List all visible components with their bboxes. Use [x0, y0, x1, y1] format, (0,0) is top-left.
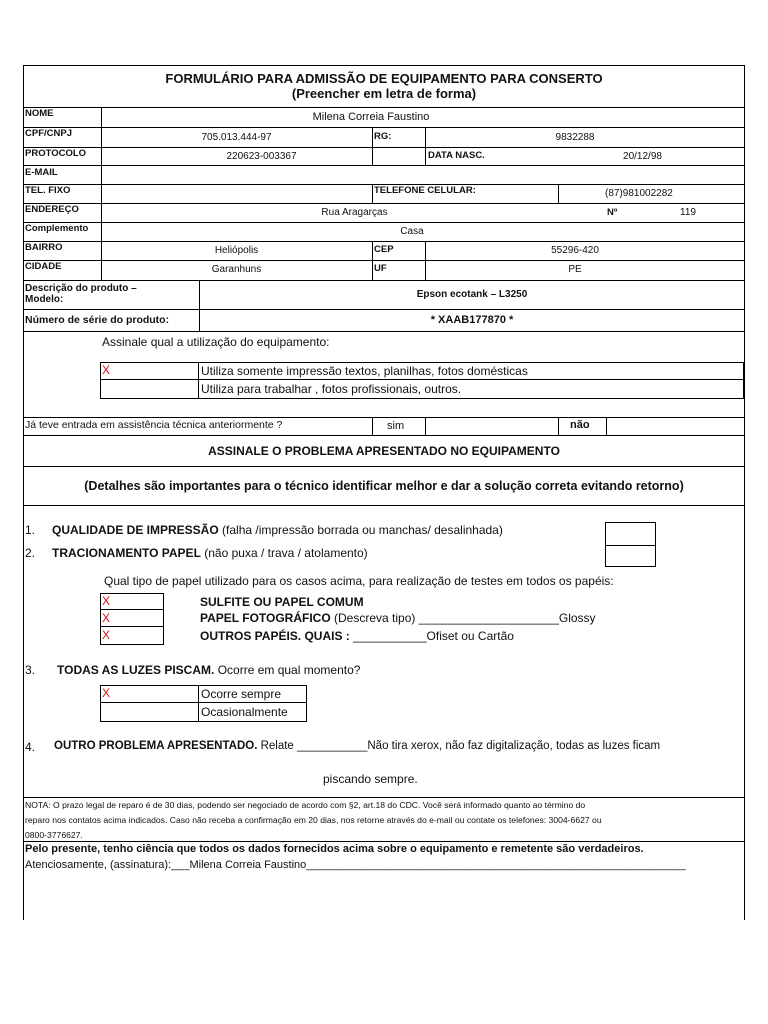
- assinatura-label: Atenciosamente, (assinatura):___: [25, 859, 190, 871]
- paper2-label: [200, 612, 596, 624]
- rg-label: RG:: [374, 131, 392, 142]
- assistencia-question: Já teve entrada em assistência técnica anteriormente ?: [25, 419, 283, 431]
- item2-number: 2.: [25, 546, 36, 560]
- cidade-label: CIDADE: [25, 261, 62, 272]
- cpf-field[interactable]: 705.013.444-97: [201, 132, 272, 143]
- sim-label: sim: [387, 420, 405, 432]
- assinatura-field[interactable]: Milena Correia Faustino: [189, 859, 307, 871]
- paper2-mark: X: [102, 611, 111, 625]
- cep-label: CEP: [374, 244, 394, 255]
- telfixo-field[interactable]: [102, 185, 370, 202]
- usage-option-1-label: Utiliza somente impressão textos, planilhas, fotos domésticas: [201, 364, 528, 378]
- telcel-label: TELEFONE CELULAR:: [374, 185, 476, 196]
- item4-text: [54, 741, 660, 753]
- luz2-checkbox[interactable]: [100, 702, 199, 722]
- item4-desc: Relate ___________Não tira xerox, não faz digitalização, todas as luzes ficam: [257, 740, 661, 752]
- item1-title: QUALIDADE DE IMPRESSÃO: [52, 523, 219, 537]
- item3-number: 3.: [25, 663, 36, 677]
- usage-mark-1: X: [102, 363, 111, 377]
- uf-field[interactable]: PE: [568, 264, 582, 275]
- numero-label: Nº: [607, 207, 618, 218]
- form-title: FORMULÁRIO PARA ADMISSÃO DE EQUIPAMENTO PARA CONSERTO: [165, 71, 603, 86]
- rg-field[interactable]: 9832288: [555, 132, 595, 143]
- assinatura-underline: ______________________________________________________________: [306, 859, 686, 871]
- item1-text: [52, 524, 503, 536]
- telcel-field[interactable]: (87)981002282: [605, 188, 673, 199]
- nota-line-3: 0800-3776627.: [25, 830, 83, 840]
- item1-number: 1.: [25, 523, 36, 537]
- datanasc-label: DATA NASC.: [428, 150, 485, 161]
- item2-checkbox[interactable]: [605, 545, 656, 567]
- item1-checkbox[interactable]: [605, 522, 656, 546]
- assinatura-line: [25, 860, 686, 871]
- usage-option-2-label: Utiliza para trabalhar , fotos profissionais, outros.: [201, 382, 462, 396]
- paper3-label: [200, 630, 514, 642]
- paper2-title: PAPEL FOTOGRÁFICO: [200, 611, 331, 625]
- email-label: E-MAIL: [25, 167, 58, 178]
- item3-title: TODAS AS LUZES PISCAM.: [57, 663, 215, 677]
- frame-right: [744, 65, 745, 920]
- problema-heading: ASSINALE O PROBLEMA APRESENTADO NO EQUIPAMENTO: [208, 444, 560, 458]
- luz2-label: Ocasionalmente: [201, 705, 288, 719]
- item4-title: OUTRO PROBLEMA APRESENTADO.: [54, 740, 258, 752]
- paper1-mark: X: [102, 594, 111, 608]
- modelo-label: Modelo:: [25, 294, 64, 305]
- luz1-label: Ocorre sempre: [201, 687, 282, 701]
- cpf-label: CPF/CNPJ: [25, 128, 72, 139]
- complemento-field[interactable]: Casa: [400, 226, 424, 237]
- item2-text: [52, 547, 368, 559]
- protocolo-field[interactable]: 220623-003367: [226, 151, 297, 162]
- serie-label: Número de série do produto:: [25, 314, 170, 326]
- nota-line-2: reparo nos contatos acima indicados. Caso não receba a confirmação em 20 dias, nos retorne através do e-mail ou contate os telefones: 3004-6627 ou: [25, 815, 602, 825]
- produto-label: Descrição do produto –: [25, 283, 137, 294]
- sim-checkbox[interactable]: [426, 418, 558, 434]
- paper2-desc: (Descreva tipo) _____________________Glossy: [330, 611, 596, 625]
- produto-field[interactable]: Epson ecotank – L3250: [416, 289, 528, 300]
- protocolo-label: PROTOCOLO: [25, 148, 87, 159]
- luz1-mark: X: [102, 686, 111, 700]
- telfixo-label: TEL. FIXO: [25, 185, 71, 196]
- item4-number: 4.: [25, 740, 36, 754]
- paper1-label: SULFITE OU PAPEL COMUM: [200, 595, 364, 609]
- item3-desc: Ocorre em qual momento?: [214, 663, 361, 677]
- paper3-title: OUTROS PAPÉIS. QUAIS :: [200, 629, 354, 643]
- item3-text: [57, 664, 360, 676]
- item2-desc: (não puxa / trava / atolamento): [200, 546, 368, 560]
- form-subtitle: (Preencher em letra de forma): [291, 86, 477, 101]
- bairro-field[interactable]: Heliópolis: [214, 245, 259, 256]
- usage-heading: Assinale qual a utilização do equipamento:: [102, 335, 330, 349]
- nota-line-1: NOTA: O prazo legal de reparo é de 30 dias, podendo ser negociado de acordo com §2, art.18 do CDC. Você será informado quanto ao término do: [25, 800, 586, 810]
- item4-continuation: piscando sempre.: [323, 772, 418, 786]
- problema-details: (Detalhes são importantes para o técnico identificar melhor e dar a solução correta evitando retorno): [84, 479, 684, 493]
- nao-checkbox[interactable]: [607, 418, 743, 434]
- cidade-field[interactable]: Garanhuns: [211, 264, 262, 275]
- nao-label: não: [570, 419, 590, 431]
- uf-label: UF: [374, 263, 387, 274]
- paper3-mark: X: [102, 628, 111, 642]
- email-field[interactable]: [102, 166, 742, 183]
- numero-field[interactable]: 119: [680, 207, 696, 218]
- usage-checkbox-2[interactable]: [100, 379, 199, 399]
- serie-field[interactable]: * XAAB177870 *: [430, 314, 514, 326]
- cep-field[interactable]: 55296-420: [551, 245, 599, 256]
- complemento-label: Complemento: [25, 223, 89, 234]
- paper-question: Qual tipo de papel utilizado para os casos acima, para realização de testes em todos os papéis:: [104, 574, 614, 588]
- item1-desc: (falha /impressão borrada ou manchas/ desalinhada): [218, 523, 503, 537]
- nome-field[interactable]: Milena Correia Faustino: [312, 111, 430, 123]
- bairro-label: BAIRRO: [25, 242, 63, 253]
- datanasc-field[interactable]: 20/12/98: [623, 151, 662, 162]
- item2-title: TRACIONAMENTO PAPEL: [52, 546, 201, 560]
- frame-top: [23, 65, 745, 66]
- endereco-label: ENDEREÇO: [25, 204, 79, 215]
- usage-checkbox-1[interactable]: [100, 362, 199, 380]
- nome-label: NOME: [25, 108, 54, 119]
- luz1-checkbox[interactable]: [100, 685, 199, 703]
- endereco-field[interactable]: Rua Aragarças: [321, 207, 388, 218]
- paper3-desc: ___________Ofiset ou Cartão: [353, 629, 514, 643]
- frame-left: [23, 65, 24, 920]
- declaracao-text: Pelo presente, tenho ciência que todos os dados fornecidos acima sobre o equipamento e remetente são verdadeiros.: [25, 843, 644, 855]
